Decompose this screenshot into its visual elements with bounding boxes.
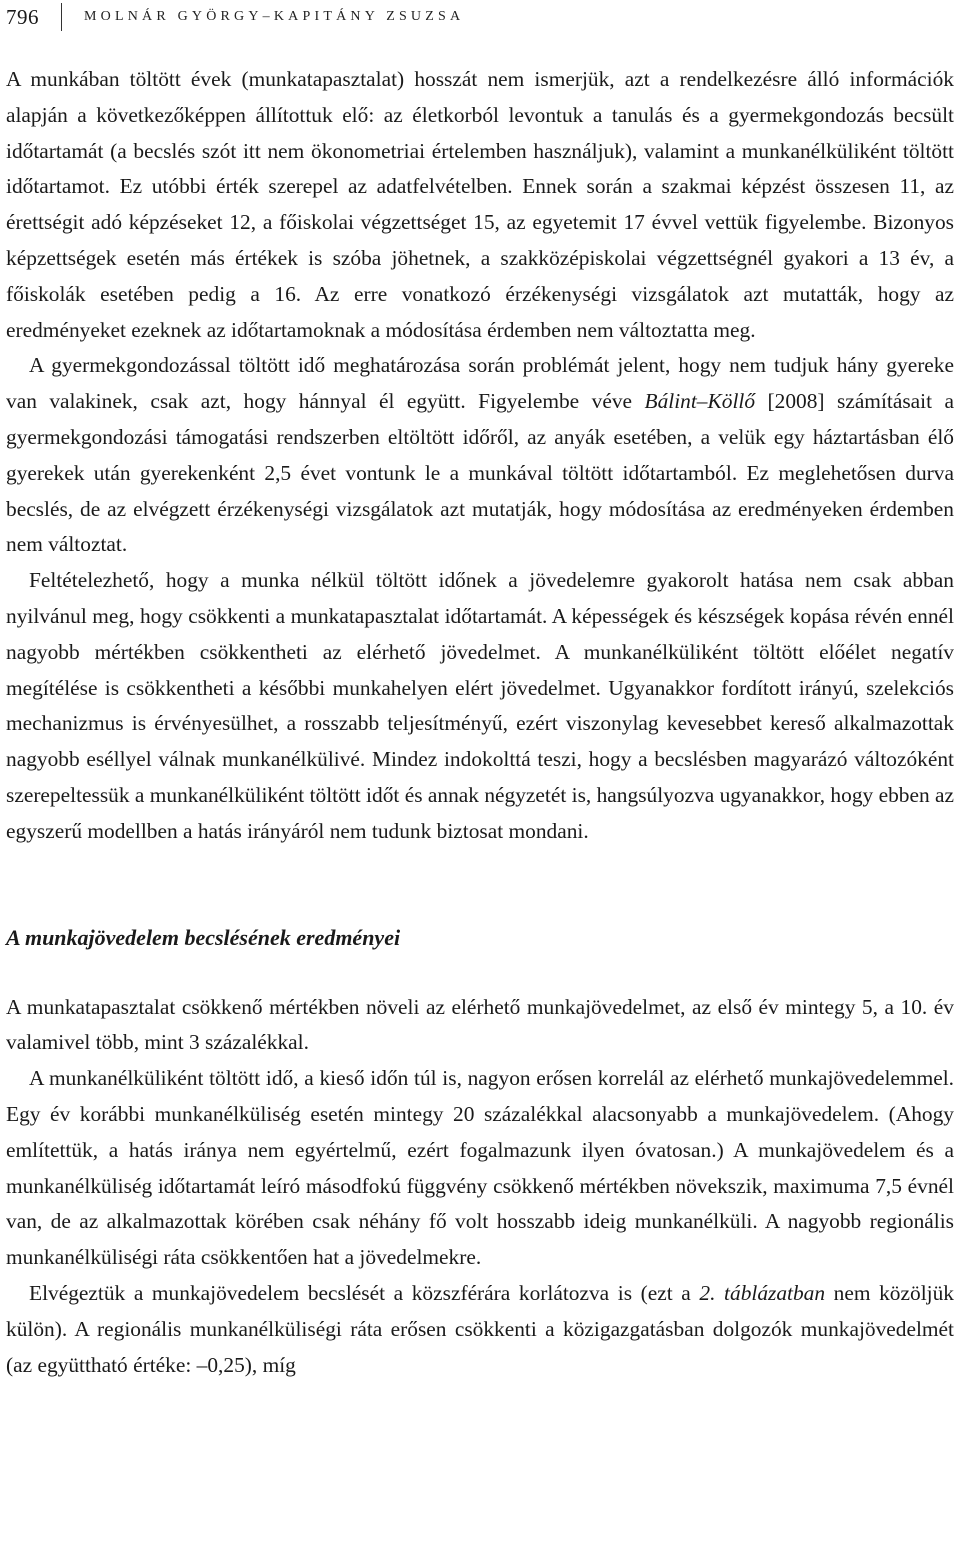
section-spacer	[6, 850, 954, 920]
paragraph-text: A gyermekgondozással töltött idő meghatározása során problémát jelent, hogy nem tudjuk hány gyereke van valakinek, csak azt, hogy hánnyal él együtt. Figyelembe véve	[6, 353, 954, 414]
page-number: 796	[6, 4, 39, 29]
paragraph: A munkatapasztalat csökkenő mértékben növeli az elérhető munkajövedelmet, az első év mintegy 5, a 10. év valamivel több, mint 3 százalékkal.	[6, 994, 954, 1055]
paragraph: Feltételezhető, hogy a munka nélkül töltött időnek a jövedelemre gyakorolt hatása nem csak abban nyilvánul meg, hogy csökkenti a munkatapasztalat időtartamát. A képességek és készségek kopása révén ennél nagyobb mértékben csökkentheti az elérhető jövedelmet. A munkanélküliként töltött előélet negatív megítélése is csökkentheti a későbbi munkahelyen elért jövedelmet. Ugyanakkor fordított irányú, szelekciós mechanizmus is érvényesülhet, a rosszabb teljesítményű, ezért viszonylag kevesebbet kereső alkalmazottak nagyobb eséllyel válnak munkanélkülivé. Mindez indokolttá teszi, hogy a becslésben magyarázó változóként szerepeltessük a munkanélküliként töltött időt és annak négyzetét is, hangsúlyozva ugyanakkor, hogy ebben az egyszerű modellben a hatás irányáról nem tudunk biztosat mondani.	[6, 568, 954, 843]
section-spacer	[6, 956, 954, 990]
paragraph	[6, 1276, 954, 1383]
paragraph-text: [2008] számításait a gyermekgondozási támogatási rendszerben eltöltött időről, az anyák esetében, a velük egy háztartásban élő gyerekek után gyerekenként 2,5 évet vontunk le a munkával töltött időtartamból. Ez meglehetősen durva becslés, de az elvégzett érzékenységi vizsgálatok azt mutatják, hogy módosítása az eredményeken érdemben nem változtat.	[6, 389, 954, 557]
table-reference: 2. táblázatban	[699, 1280, 826, 1305]
paragraph: A munkanélküliként töltött idő, a kieső időn túl is, nagyon erősen korrelál az elérhető munkajövedelemmel. Egy év korábbi munkanélküliség esetén mintegy 20 százalékkal alacsonyabb a munkajövedelem. (Ahogy említettük, a hatás iránya nem egyértelmű, ezért fogalmazunk ilyen óvatosan.) A munkajövedelem és a munkanélküliség időtartamát leíró másodfokú függvény csökkenő mértékben növekszik, maximuma 7,5 évnél van, de az alkalmazottak körében csak néhány fő volt hosszabb ideig munkanélküli. A nagyobb regionális munkanélküliségi ráta csökkentően hat a jövedelmekre.	[6, 1066, 954, 1270]
paragraph: A munkában töltött évek (munkatapasztalat) hosszát nem ismerjük, azt a rendelkezésre álló információk alapján a következőképpen állítottuk elő: az életkorból levontuk a tanulás és a gyermekgondozás becsült időtartamát (a becslés szót itt nem ökonometriai értelemben használjuk), valamint a munkanélküliként töltött időtartamot. Ez utóbbi érték szerepel az adatfelvételben. Ennek során a szakmai képzést összesen 11, az érettségit adó képzéseket 12, a főiskolai végzettséget 15, az egyetemit 17 évvel vettük figyelembe. Bizonyos képzettségek esetén más értékek is szóba jöhetnek, a szakközépiskolai végzettségnél gyakori a 13 év, a főiskolák esetében pedig a 16. Az erre vonatkozó érzékenységi vizsgálatok azt mutatták, hogy az eredményeket ezeknek az időtartamoknak a módosítása érdemben nem változtatta meg.	[6, 67, 954, 342]
section-heading: A munkajövedelem becslésének eredményei	[6, 924, 401, 950]
citation-authors: Bálint–Köllő	[644, 389, 756, 414]
running-header	[6, 2, 464, 32]
header-divider	[61, 3, 62, 31]
paragraph-text: Elvégeztük a munkajövedelem becslését a közszférára korlátozva is (ezt a	[29, 1280, 700, 1305]
article-body	[6, 62, 954, 1383]
paragraph-text: nem közöljük külön). A regionális munkanélküliségi ráta erősen csökkenti a közigazgatásban dolgozók munkajövedelmét (az együttható értéke: –0,25), míg	[6, 1280, 954, 1377]
paragraph	[6, 348, 954, 563]
running-head-authors: MOLNÁR GYÖRGY–KAPITÁNY ZSUZSA	[84, 9, 465, 24]
